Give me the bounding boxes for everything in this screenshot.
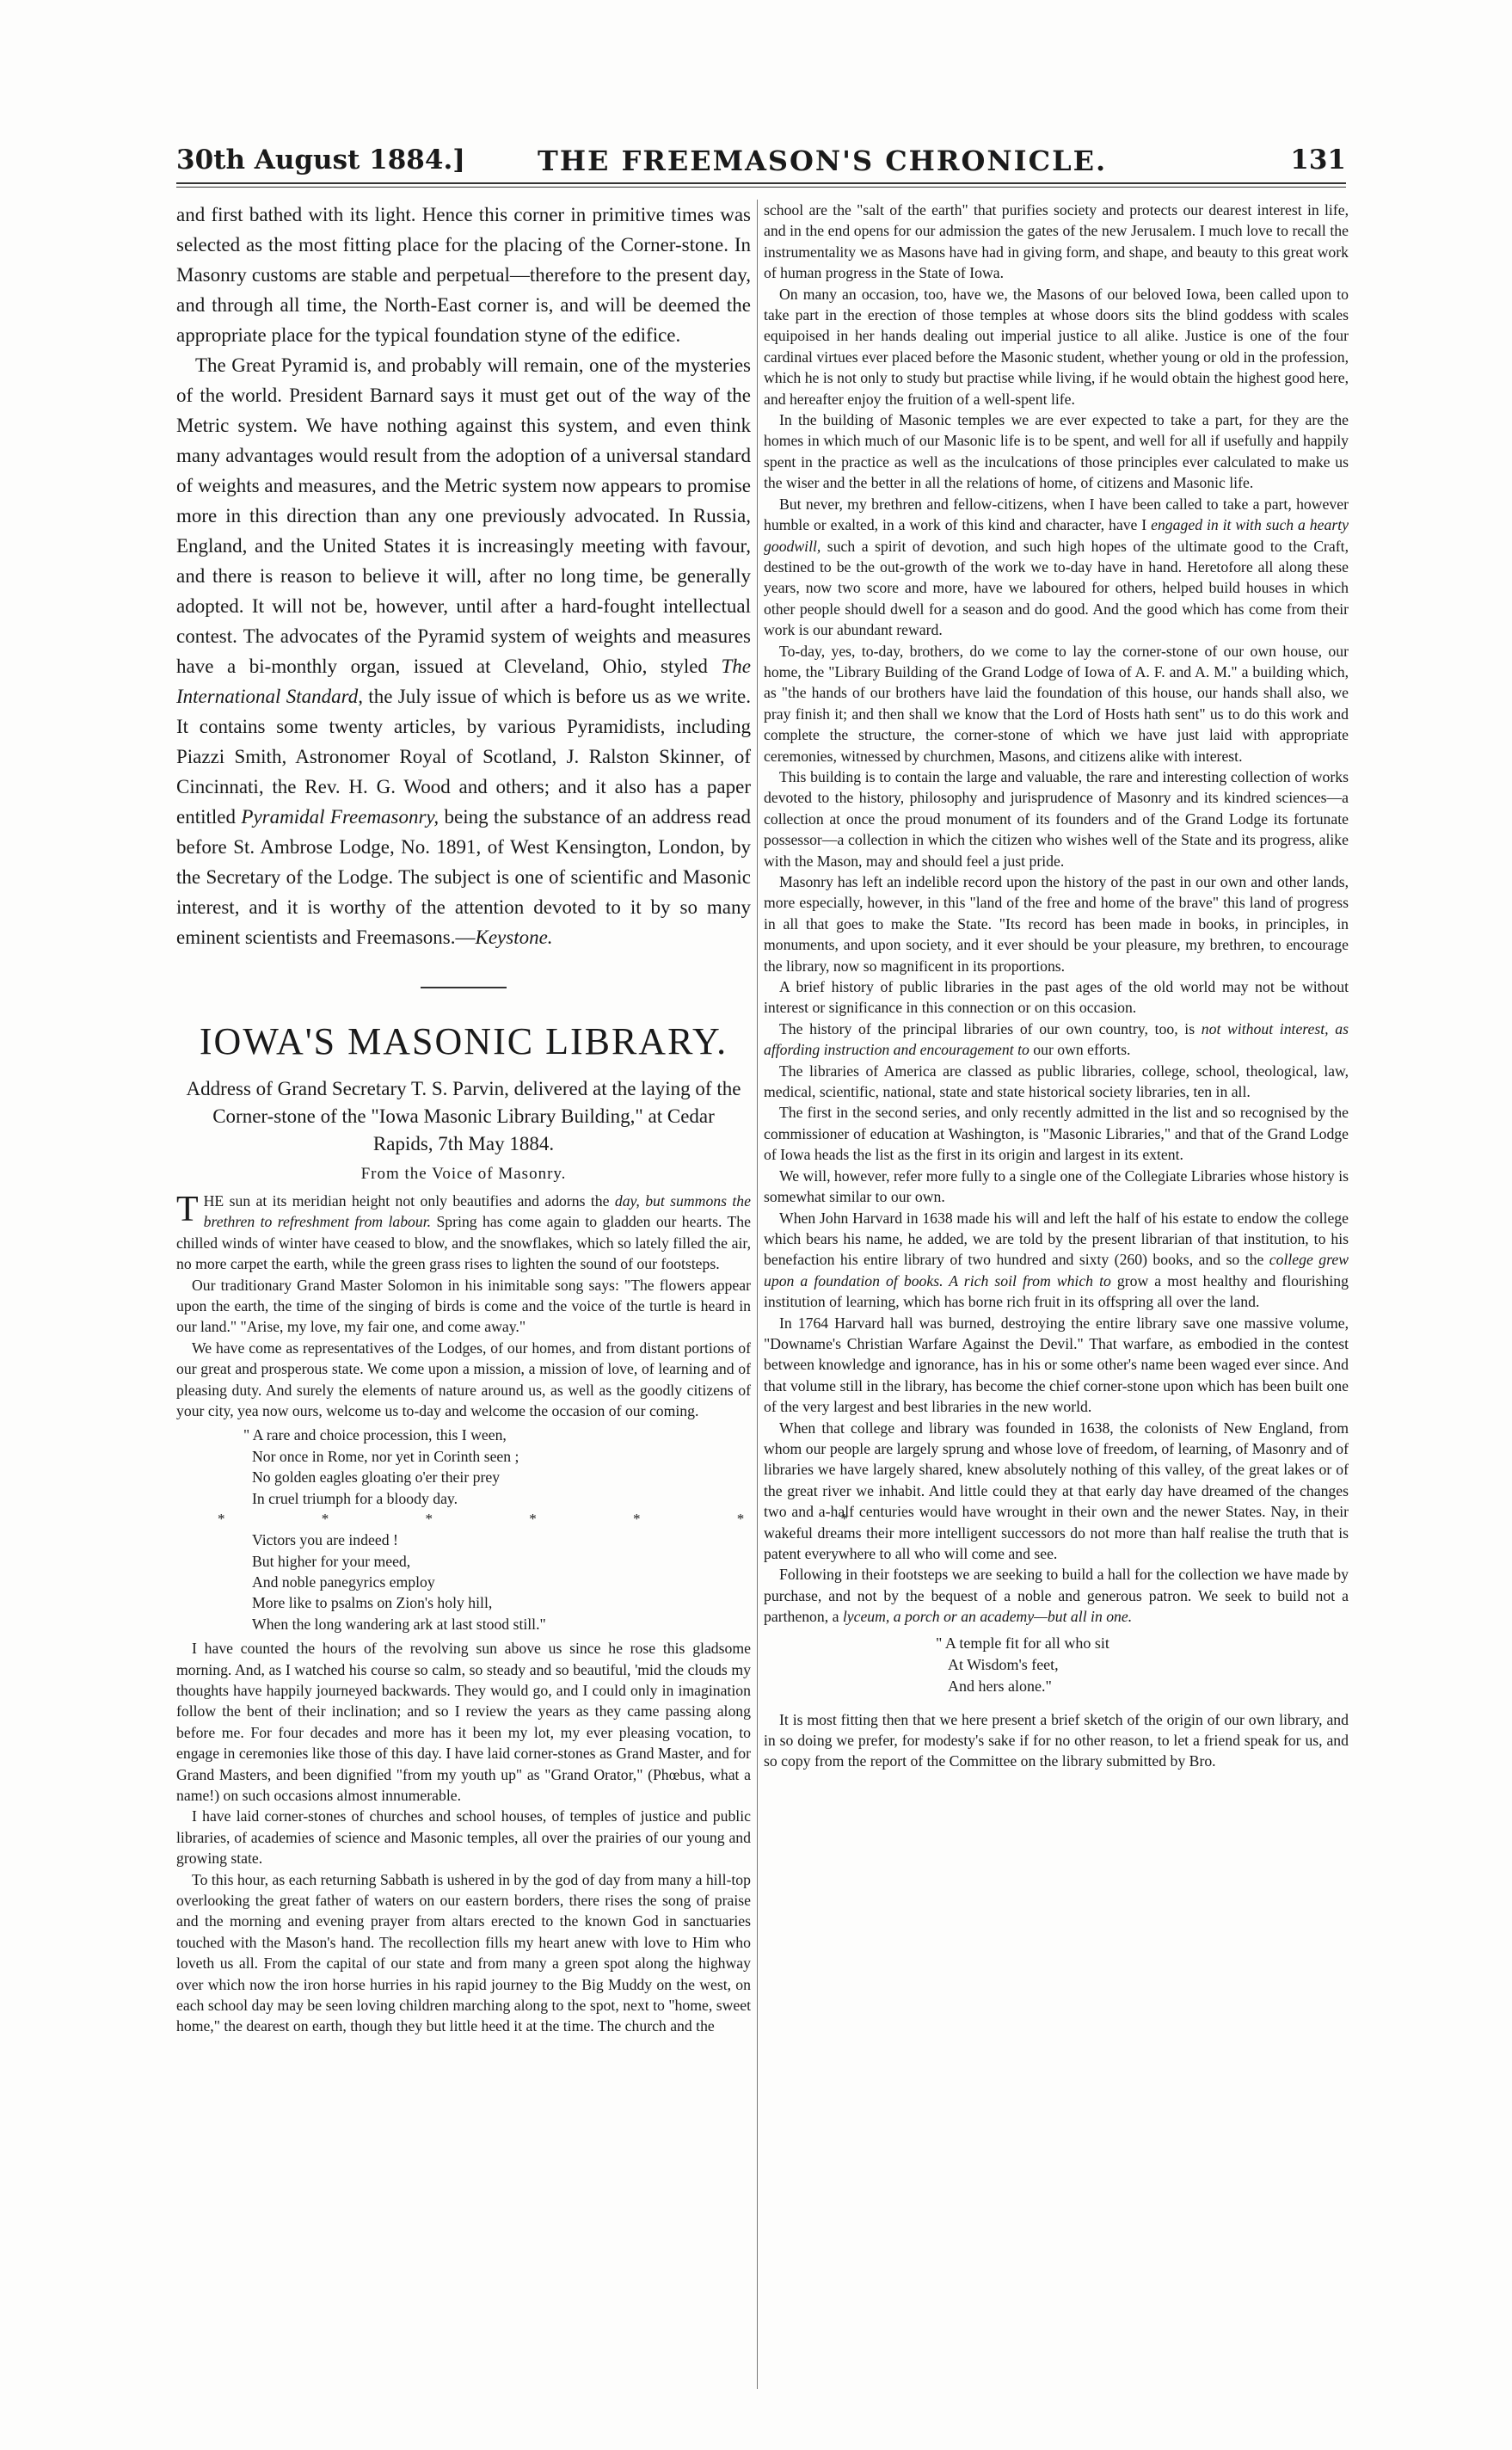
paragraph: It is most fitting then that we here present a brief sketch of the origin of our own library, and in so doing we prefer, for modesty's sake if for no other reason, to let a friend speak for us, and so copy from the report of the Committee on the library submitted by Bro. [764, 1710, 1349, 1770]
paragraph: The history of the principal libraries of our own country, too, is not without interest, as affording instruction and encouragement to our own efforts. [764, 1019, 1349, 1059]
header-rule-thin [176, 187, 1346, 188]
paragraph: In the building of Masonic temples we are ever expected to take a part, for they are the homes in which much of our Masonic life is to be spent, and well for all if usefully and happily spent in the practice as well as the inculcations of those principles ever calculated to make us the wiser and the better in all the relations of home, of citizens and Masonic life. [764, 411, 1349, 492]
poem [218, 1425, 894, 1634]
poem-line: And noble panegyrics employ [252, 1573, 435, 1591]
page-header [176, 145, 1346, 179]
paragraph: To this hour, as each returning Sabbath is ushered in by the god of day from many a hill-top overlooking the great father of waters on our eastern borders, there rises the song of praise and the morning and evening prayer from altars erected to the known God in sanctuaries touched with the Mason's hand. The recollection fills my heart anew with love to Him who loveth us all. From the capital of our state and from many a green spot along the highway over which now the iron horse hurries in his rapid journey to the Big Muddy on the west, on each school day may be seen loving children marching along to the spot, next to "home, sweet home," the dearest on earth, though they but little heed it at the time. The church and the [176, 1870, 751, 2035]
poem-line: But higher for your meed, [252, 1552, 411, 1570]
paragraph: THE sun at its meridian height not only beautifies and adorns the day, but summons the brethren to refreshment from labour. Spring has come again to gladden our hearts. The chilled winds of winter have ceased to blow, and the snowflakes, which so lately filled the air, no more carpet the earth, while the green grass rises to lighten the sound of our footsteps. [176, 1190, 751, 1273]
header-title: THE FREEMASON'S CHRONICLE. [538, 145, 1108, 177]
header-date: 30th August 1884.] [176, 145, 465, 175]
paragraph: A brief history of public libraries in the past ages of the old world may not be without interest or significance in this connection or on this occasion. [764, 978, 1349, 1017]
article-subtitle: Address of Grand Secretary T. S. Parvin, delivered at the laying of the Corner-stone of the "Iowa Masonic Library Building," at Cedar Rapids, 7th May 1884. [186, 1078, 741, 1154]
poem-line: Nor once in Rome, nor yet in Corinth seen ; [252, 1447, 519, 1465]
paragraph: When John Harvard in 1638 made his will and left the half of his estate to endow the college which bears his name, he added, we are told by the present librarian of that institution, to his benefaction his entire library of two hundred and sixty (260) books, and so the college grew upon a foundation of books. A rich soil from which to grow a most healthy and flourishing institution of learning, which has borne rich fruit in its offspring all over the land. [764, 1209, 1349, 1311]
paragraph: Following in their footsteps we are seeking to build a hall for the collection we have made by purchase, and not by the bequest of a noble and generous patron. We seek to build not a parthenon, a lyceum, a porch or an academy—but all in one. [764, 1566, 1349, 1626]
poem-line: " A temple fit for all who sit [936, 1634, 1109, 1652]
header-rule [176, 182, 1346, 184]
source-credit: Keystone. [475, 926, 553, 948]
keystone-article [176, 200, 751, 952]
poem-line: Victors you are indeed ! [252, 1531, 398, 1549]
poem-line: " A rare and choice procession, this I ween, [243, 1426, 507, 1444]
iowa-article-body-left [176, 1190, 894, 2037]
paragraph: But never, my brethren and fellow-citizens, when I have been called to take a part, however humble or exalted, in a work of this kind and character, have I engaged in it with such a hearty goodwill, such a spirit of devotion, and such high hopes of the ultimate good to the Craft, destined to be the out-growth of the work we to-day have in hand. Heretofore all along these years, now two score and more, have we laboured for others, helped build houses in which other people should dwell for a season and do good. And the good which has come from their work is our abundant reward. [764, 495, 1349, 639]
paragraph: Masonry has left an indelible record upon the history of the past in our own and other lands, more especially, however, in this "land of the free and home of the brave" this land of progress in all that goes to make the State. "Its record has been made in books, in principles, in monuments, and upon society, and it ever should be your pleasure, my brethren, to encourage the library, now so magnificent in its proportions. [764, 873, 1349, 975]
poem-line: When the long wandering ark at last stood still." [252, 1615, 546, 1633]
paragraph: The libraries of America are classed as public libraries, college, school, theological, law, medical, scientific, national, state and state historical society libraries, ten in all. [764, 1062, 1349, 1101]
paragraph: The Great Pyramid is, and probably will remain, one of the mysteries of the world. President Barnard says it must get out of the way of the Metric system. We have nothing against this system, and even think many advantages would result from the adoption of a universal standard of weights and measures, and the Metric system now appears to promise more in this direction than any one previously advocated. In Russia, England, and the United States it is increasingly meeting with favour, and there is reason to believe it will, after no long time, be generally adopted. It will not be, however, until after a hard-fought intellectual contest. The advocates of the Pyramid system of weights and measures have a bi-monthly organ, issued at Cleveland, Ohio, styled The International Standard, the July issue of which is before us as we write. It contains some twenty articles, by various Pyramidists, including Piazzi Smith, Astronomer Royal of Scotland, J. Ralston Skinner, of Cincinnati, the Rev. H. G. Wood and others; and it also has a paper entitled Pyramidal Freemasonry, being the substance of an address read before St. Ambrose Lodge, No. 1891, of West Kensington, London, by the Secretary of the Lodge. The subject is one of scientific and Masonic interest, and it is worthy of the attention devoted to it by so many eminent scientists and Freemasons.—Keystone. [176, 354, 751, 948]
asterism: * * * * * * * [218, 1511, 894, 1528]
iowa-article-body-right [764, 200, 1349, 1772]
paragraph: To-day, yes, to-day, brothers, do we come to lay the corner-stone of our own house, our home, the "Library Building of the Grand Lodge of Iowa of A. F. and A. M." a building which, as "the hands of our brothers have laid the foundation of this house, our hands shall also, we pray finish it; and then shall we know that the Lord of Hosts hath sent" us to do this work and complete the structure, the corner-stone of which we have just laid with appropriate ceremonies, witnessed by churchmen, Masons, and citizens alike with interest. [764, 642, 1349, 765]
section-separator [421, 987, 507, 988]
poem-line: And hers alone." [948, 1677, 1052, 1695]
paragraph: On many an occasion, too, have we, the Masons of our beloved Iowa, been called upon to take part in the erection of those temples at whose doors sits the blind goddess with scales equipoised in her hands dealing out imperial justice to all alike. Justice is one of the four cardinal virtues ever placed before the Masonic student, whether young or old in the profession, which he is not only to study but practise while living, if he would obtain the highest good here, and hereafter enjoy the fruition of a well-spent life. [764, 285, 1349, 408]
paragraph: This building is to contain the large and valuable, the rare and interesting collection of works devoted to the history, philosophy and jurisprudence of Masonry and its kindred sciences—a collection at once the proud monument of its founders and of the Grand Lodge its fortunate possessor—a collection in which the citizen who wishes well of the State and its progress, alike with the Mason, may and should feel a just pride. [764, 767, 1349, 870]
paragraph: When that college and library was founded in 1638, the colonists of New England, from whom our people are largely sprung and whose love of freedom, of learning, of Masonry and of libraries we have largely shared, knew absolutely nothing of this valley, of the great lakes or of the great river we inhabit. And little could they at that early day have dreamed of the changes two and a-half centuries would have wrought in their own and the newer States. Nay, in their wakeful dreams their more intelligent successors do not more than half realise the truth that is patent everywhere to all who will come and see. [764, 1419, 1349, 1562]
column-divider [757, 200, 758, 2389]
drop-cap: T [176, 1190, 199, 1229]
paragraph: Our traditionary Grand Master Solomon in his inimitable song says: "The flowers appear upon the earth, the time of the singing of birds is come and the voice of the turtle is heard in our land." "Arise, my love, my fair one, and come away." [176, 1276, 751, 1336]
poem-line: In cruel triumph for a bloody day. [252, 1489, 458, 1507]
poem [936, 1633, 1349, 1697]
article-title: IOWA'S MASONIC LIBRARY. [199, 1020, 728, 1062]
poem-line: At Wisdom's feet, [948, 1655, 1059, 1673]
left-column [176, 200, 894, 2037]
paragraph: We have come as representatives of the Lodges, of our homes, and from distant portions of our great and prosperous state. We come upon a mission, a mission of love, of learning and of pleasing duty. And surely the elements of nature around us, as well as the goodly citizens of your city, yea now ours, welcome us to-day and welcome the occasion of our coming. [176, 1339, 751, 1420]
paragraph: We will, however, refer more fully to a single one of the Collegiate Libraries whose history is somewhat similar to our own. [764, 1167, 1349, 1206]
poem-line: More like to psalms on Zion's holy hill, [252, 1594, 493, 1612]
paragraph: In 1764 Harvard hall was burned, destroying the entire library save one massive volume, "Downame's Christian Warfare Against the Devil." That warfare, as embodied in the contest between knowledge and ignorance, has in his or some other's name been waged ever since. And that volume still in the library, has become the chief corner-stone upon which has been built one of the very largest and best libraries in the new world. [764, 1314, 1349, 1416]
right-column [764, 200, 1349, 1772]
paragraph: school are the "salt of the earth" that purifies society and protects our dearest interest in life, and in the end opens for our admission the gates of the new Jerusalem. I much love to recall the instrumentality we as Masons have had in giving form, and shape, and beauty to this great work of human progress in the State of Iowa. [764, 201, 1349, 282]
header-page-number: 131 [1290, 145, 1346, 175]
paragraph: The first in the second series, and only recently admitted in the list and so recognised by the commissioner of education at Washington, is "Masonic Libraries," and that of the Grand Lodge of Iowa heads the list as the first in its origin and largest in its extent. [764, 1104, 1349, 1164]
article-source: From the Voice of Masonry. [360, 1165, 567, 1183]
poem-line: No golden eagles gloating o'er their prey [252, 1468, 501, 1487]
paragraph: I have counted the hours of the revolving sun above us since he rose this gladsome morning. And, as I watched his course so calm, so steady and so beautiful, 'mid the clouds my thoughts have happily journeyed backwards. They would go, and I could only in imagination follow the bent of their inclination; and so I review the years as they came passing along before me. For four decades and more has it been my lot, my ever pleasing vocation, to engage in ceremonies like those of this day. I have laid corner-stones as Grand Master, and for Grand Masters, and been dignified "from my youth up" as "Grand Orator," (Phœbus, what a name!) on such occasions almost innumerable. [176, 1640, 751, 1804]
paragraph: I have laid corner-stones of churches and school houses, of temples of justice and public libraries, of academies of science and Masonic temples, all over the prairies of our young and growing state. [176, 1807, 751, 1868]
paragraph: and first bathed with its light. Hence this corner in primitive times was selected as the most fitting place for the placing of the Corner-stone. In Masonry customs are stable and perpetual—therefore to the present day, and through all time, the North-East corner is, and will be deemed the appropriate place for the typical foundation styne of the edifice. [176, 204, 751, 346]
